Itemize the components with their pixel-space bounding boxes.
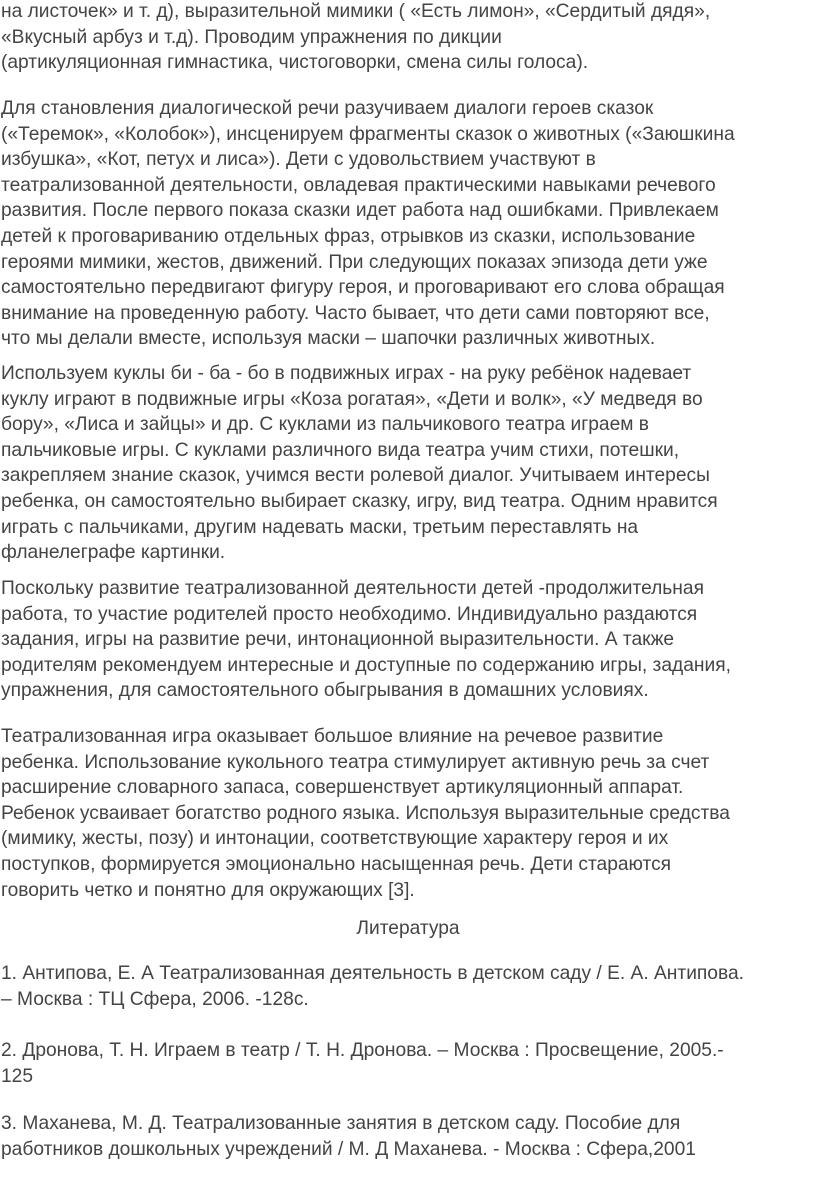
- paragraph-theatrical-play-influence: Театрализованная игра оказывает большое влияние на речевое развитие ребенка. Использование кукольного театра стимулирует активную речь за счет расширение словарного запаса, совершенствует артикуляционный аппарат. Ребенок усваивает богатство родного языка. Используя выразительные средства (мимику, жесты, позу) и интонации, соответствующие характеру героя и их поступков, формируется эмоционально насыщенная речь. Дети стараются говорить четко и понятно для окружающих [3].: [1, 726, 730, 901]
- paragraph-dialogue-speech: Для становления диалогической речи разучиваем диалоги героев сказок («Теремок», «Колобок»), инсценируем фрагменты сказок о животных («Заюшкина избушка», «Кот, петух и лиса»). Дети с удовольствием участвуют в театрализованной деятельности, овладевая практическими навыками речевого развития. После первого показа сказки идет работа над ошибками. Привлекаем детей к проговариванию отдельных фраз, отрывков из сказки, использование героями мимики, жестов, движений. При следующих показах эпизода дети уже самостоятельно передвигают фигуру героя, и проговаривают его слова обращая внимание на проведенную работу. Часто бывает, что дети сами повторяют все, что мы делали вместе, используя маски – шапочки различных животных.: [1, 98, 735, 350]
- reference-item-3: 3. Маханева, М. Д. Театрализованные занятия в детском саду. Пособие для работников дошкольных учреждений / М. Д Маханева. - Москва : Сфера,2001: [1, 1113, 696, 1160]
- reference-item-2: 2. Дронова, Т. Н. Играем в театр / Т. Н. Дронова. – Москва : Просвещение, 2005.- 125: [1, 1040, 724, 1087]
- paragraph-mimicry-diction: на листочек» и т. д), выразительной мимики ( «Есть лимон», «Сердитый дядя», «Вкусный арбуз и т.д). Проводим упражнения по дикции (артикуляционная гимнастика, чистоговорки, смена силы голоса).: [1, 1, 711, 74]
- paragraph-puppets-games: Используем куклы би - ба - бо в подвижных играх - на руку ребёнок надевает куклу играют в подвижные игры «Коза рогатая», «Дети и волк», «У медведя во бору», «Лиса и зайцы» и др. С куклами из пальчикового театра играем в пальчиковые игры. С куклами различного вида театра учим стихи, потешки, закрепляем знание сказок, учимся вести ролевой диалог. Учитываем интересы ребенка, он самостоятельно выбирает сказку, игру, вид театра. Одним нравится играть с пальчиками, другим надевать маски, третьим переставлять на фланелеграфе картинки.: [1, 363, 718, 564]
- paragraph-parents-participation: Поскольку развитие театрализованной деятельности детей -продолжительная работа, то участие родителей просто необходимо. Индивидуально раздаются задания, игры на развитие речи, интонационной выразительности. А также родителям рекомендуем интересные и доступные по содержанию игры, задания, упражнения, для самостоятельного обыгрывания в домашних условиях.: [1, 578, 731, 702]
- reference-item-1: 1. Антипова, Е. А Театрализованная деятельность в детском саду / Е. А. Антипова. – Москва : ТЦ Сфера, 2006. -128с.: [1, 963, 744, 1010]
- references-heading: Литература: [356, 918, 460, 939]
